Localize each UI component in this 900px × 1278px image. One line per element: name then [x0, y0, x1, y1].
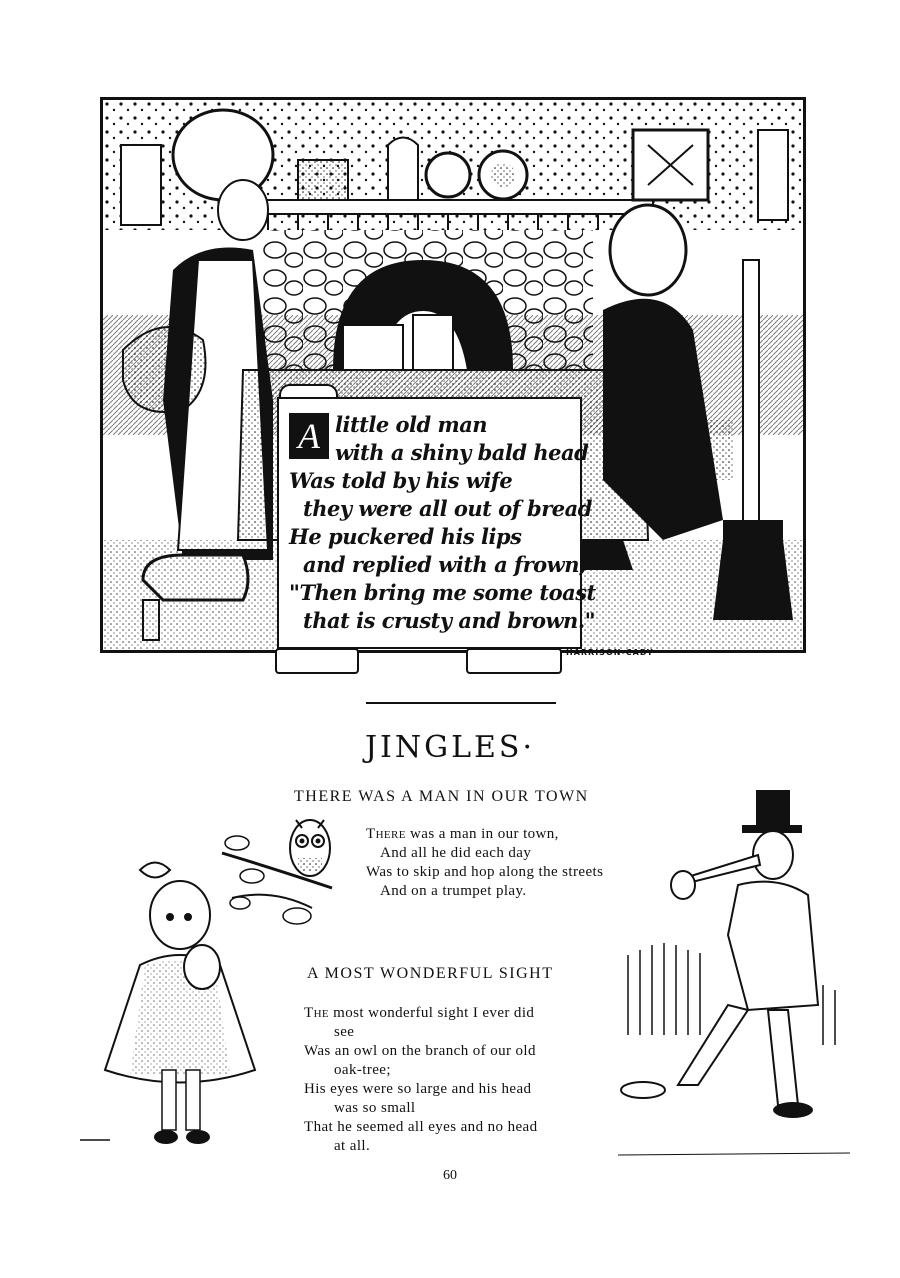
poem-line: Was told by his wife	[289, 468, 513, 493]
verse-line: And on a trumpet play.	[380, 883, 527, 899]
verse-line: Was to skip and hop along the streets	[366, 864, 604, 880]
verse-line: was so small	[334, 1100, 416, 1116]
poem-verse	[366, 825, 603, 901]
page-number: 60	[443, 1168, 457, 1183]
verse-line: oak-tree;	[334, 1062, 391, 1078]
verse-line: Was an owl on the branch of our old	[304, 1043, 536, 1059]
verse-line: That he seemed all eyes and no head	[304, 1119, 538, 1135]
poem-line: He puckered his lips	[289, 524, 522, 549]
poem-heading: THERE WAS A MAN IN OUR TOWN	[294, 788, 589, 805]
poem-heading: A MOST WONDERFUL SIGHT	[307, 965, 554, 982]
poem-line: little old man	[335, 412, 488, 437]
poem-line: "Then bring me some toast	[289, 580, 596, 605]
scroll-curl	[275, 648, 359, 674]
divider-rule	[366, 702, 556, 704]
verse-line: at all.	[334, 1138, 371, 1154]
verse-line: His eyes were so large and his head	[304, 1081, 532, 1097]
scroll-curl	[466, 648, 562, 674]
poem-verse	[304, 1004, 538, 1156]
poem-line: that is crusty and brown."	[303, 608, 596, 633]
verse-line	[366, 825, 603, 844]
trumpeter-illustration	[618, 785, 850, 1160]
poem-line: and replied with a frown,	[303, 552, 586, 577]
verse-first-word: There	[366, 826, 406, 842]
verse-first-word: The	[304, 1005, 330, 1021]
artist-signature: HARRISON-CADY·	[566, 648, 658, 657]
verse-line: And all he did each day	[380, 845, 532, 861]
verse-line-text: most wonderful sight I ever did	[329, 1005, 535, 1021]
girl-illustration	[80, 855, 280, 1160]
page-title: JINGLES·	[364, 730, 535, 765]
verse-line-text: was a man in our town,	[405, 826, 559, 842]
poem-dropcap: A	[289, 413, 329, 459]
poem-scroll	[277, 397, 596, 649]
poem-line: with a shiny bald head	[335, 440, 589, 465]
verse-line	[304, 1004, 538, 1023]
poem-line: they were all out of bread	[303, 496, 592, 521]
verse-line: see	[334, 1024, 355, 1040]
